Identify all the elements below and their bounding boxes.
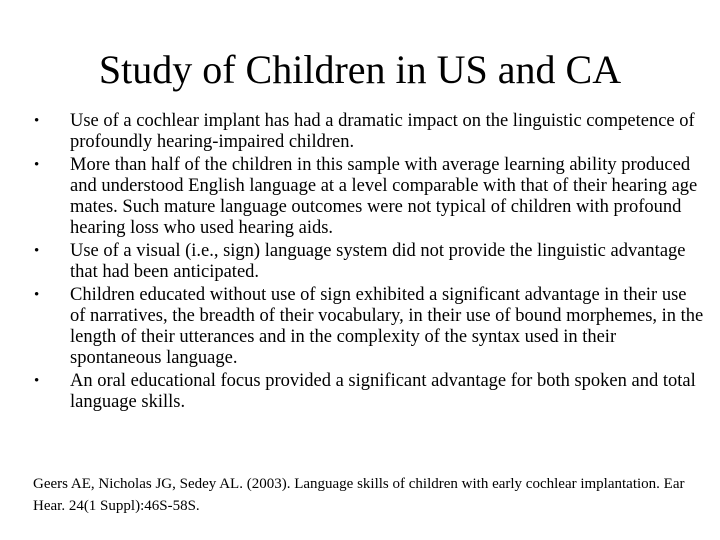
bullet-text: Use of a cochlear implant has had a dramatic impact on the linguistic competence of profoundly hearing-impaired children.: [70, 111, 695, 152]
bullet-icon: •: [34, 113, 40, 129]
bullet-text: An oral educational focus provided a significant advantage for both spoken and total language skills.: [70, 371, 696, 412]
bullet-icon: •: [34, 373, 40, 389]
bullet-icon: •: [34, 157, 40, 173]
slide-title: Study of Children in US and CA: [98, 47, 622, 92]
bullet-item: [34, 111, 704, 153]
bullet-text: Use of a visual (i.e., sign) language system did not provide the linguistic advantage that had been anticipated.: [70, 241, 686, 282]
bullet-icon: •: [34, 287, 40, 303]
citation: Geers AE, Nicholas JG, Sedey AL. (2003). Language skills of children with early cochlear implantation. Ear Hear. 24(1 Suppl):46S-58S.: [33, 476, 685, 514]
bullet-item: [34, 285, 704, 369]
bullet-item: [34, 371, 704, 413]
bullet-text: More than half of the children in this sample with average learning ability produced and understood English language at a level comparable with that of their hearing age mates. Such mature language outcomes were not typical of children with profound hearing loss who used hearing aids.: [70, 155, 698, 238]
bullet-item: [34, 241, 704, 283]
bullet-text: Children educated without use of sign exhibited a significant advantage in their use of narratives, the breadth of their vocabulary, in their use of bound morphemes, in the length of their utterances and in the complexity of the syntax used in their spontaneous language.: [70, 285, 704, 368]
bullet-item: [34, 155, 704, 239]
bullet-list: [34, 111, 704, 415]
bullet-icon: •: [34, 243, 40, 259]
